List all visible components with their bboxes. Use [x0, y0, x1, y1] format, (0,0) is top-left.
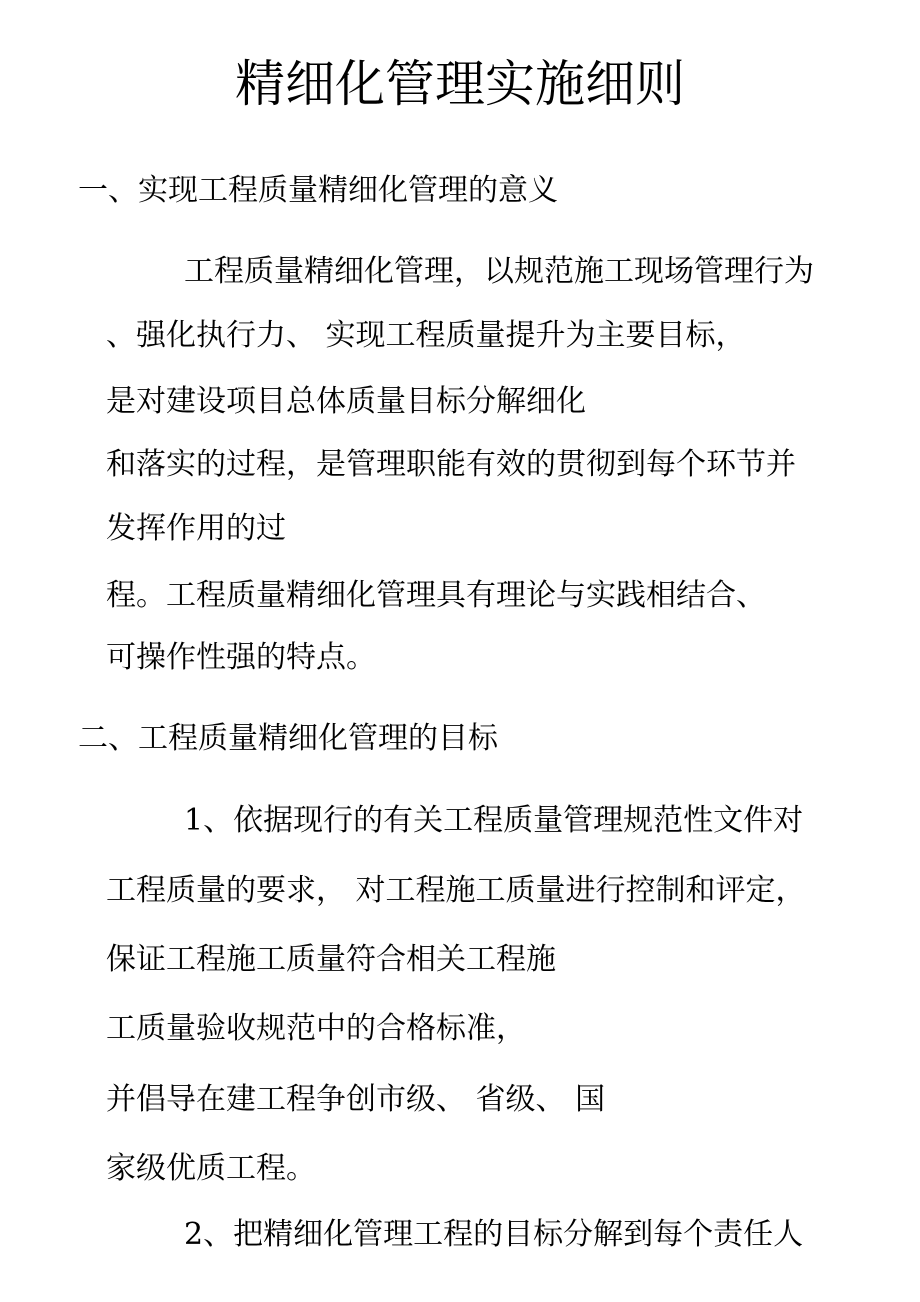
section-heading-1: 一、实现工程质量精细化管理的意义	[78, 173, 558, 208]
paragraph-line: 工程质量精细化管理，以规范施工现场管理行为	[184, 254, 814, 289]
paragraph-line: 是对建设项目总体质量目标分解细化	[106, 384, 586, 419]
paragraph-line: 发挥作用的过	[106, 511, 286, 546]
paragraph-line: 家级优质工程。	[106, 1151, 316, 1186]
paragraph-line: 、强化执行力、 实现工程质量提升为主要目标，	[106, 318, 746, 353]
paragraph-line: 可操作性强的特点。	[106, 640, 376, 675]
section-heading-2: 二、工程质量精细化管理的目标	[78, 721, 498, 756]
paragraph-line: 并倡导在建工程争创市级、 省级、 国	[106, 1082, 606, 1117]
paragraph-line: 保证工程施工质量符合相关工程施	[106, 942, 556, 977]
document-title: 精细化管理实施细则	[235, 55, 685, 113]
paragraph-line: 和落实的过程，是管理职能有效的贯彻到每个环节并	[106, 447, 796, 482]
paragraph-line: 程。工程质量精细化管理具有理论与实践相结合、	[106, 578, 766, 613]
paragraph-line: 工质量验收规范中的合格标准，	[106, 1011, 526, 1046]
paragraph-line: 2、把精细化管理工程的目标分解到每个责任人	[184, 1217, 804, 1252]
paragraph-line: 1、依据现行的有关工程质量管理规范性文件对	[184, 803, 804, 838]
paragraph-line: 工程质量的要求， 对工程施工质量进行控制和评定，	[106, 873, 806, 908]
